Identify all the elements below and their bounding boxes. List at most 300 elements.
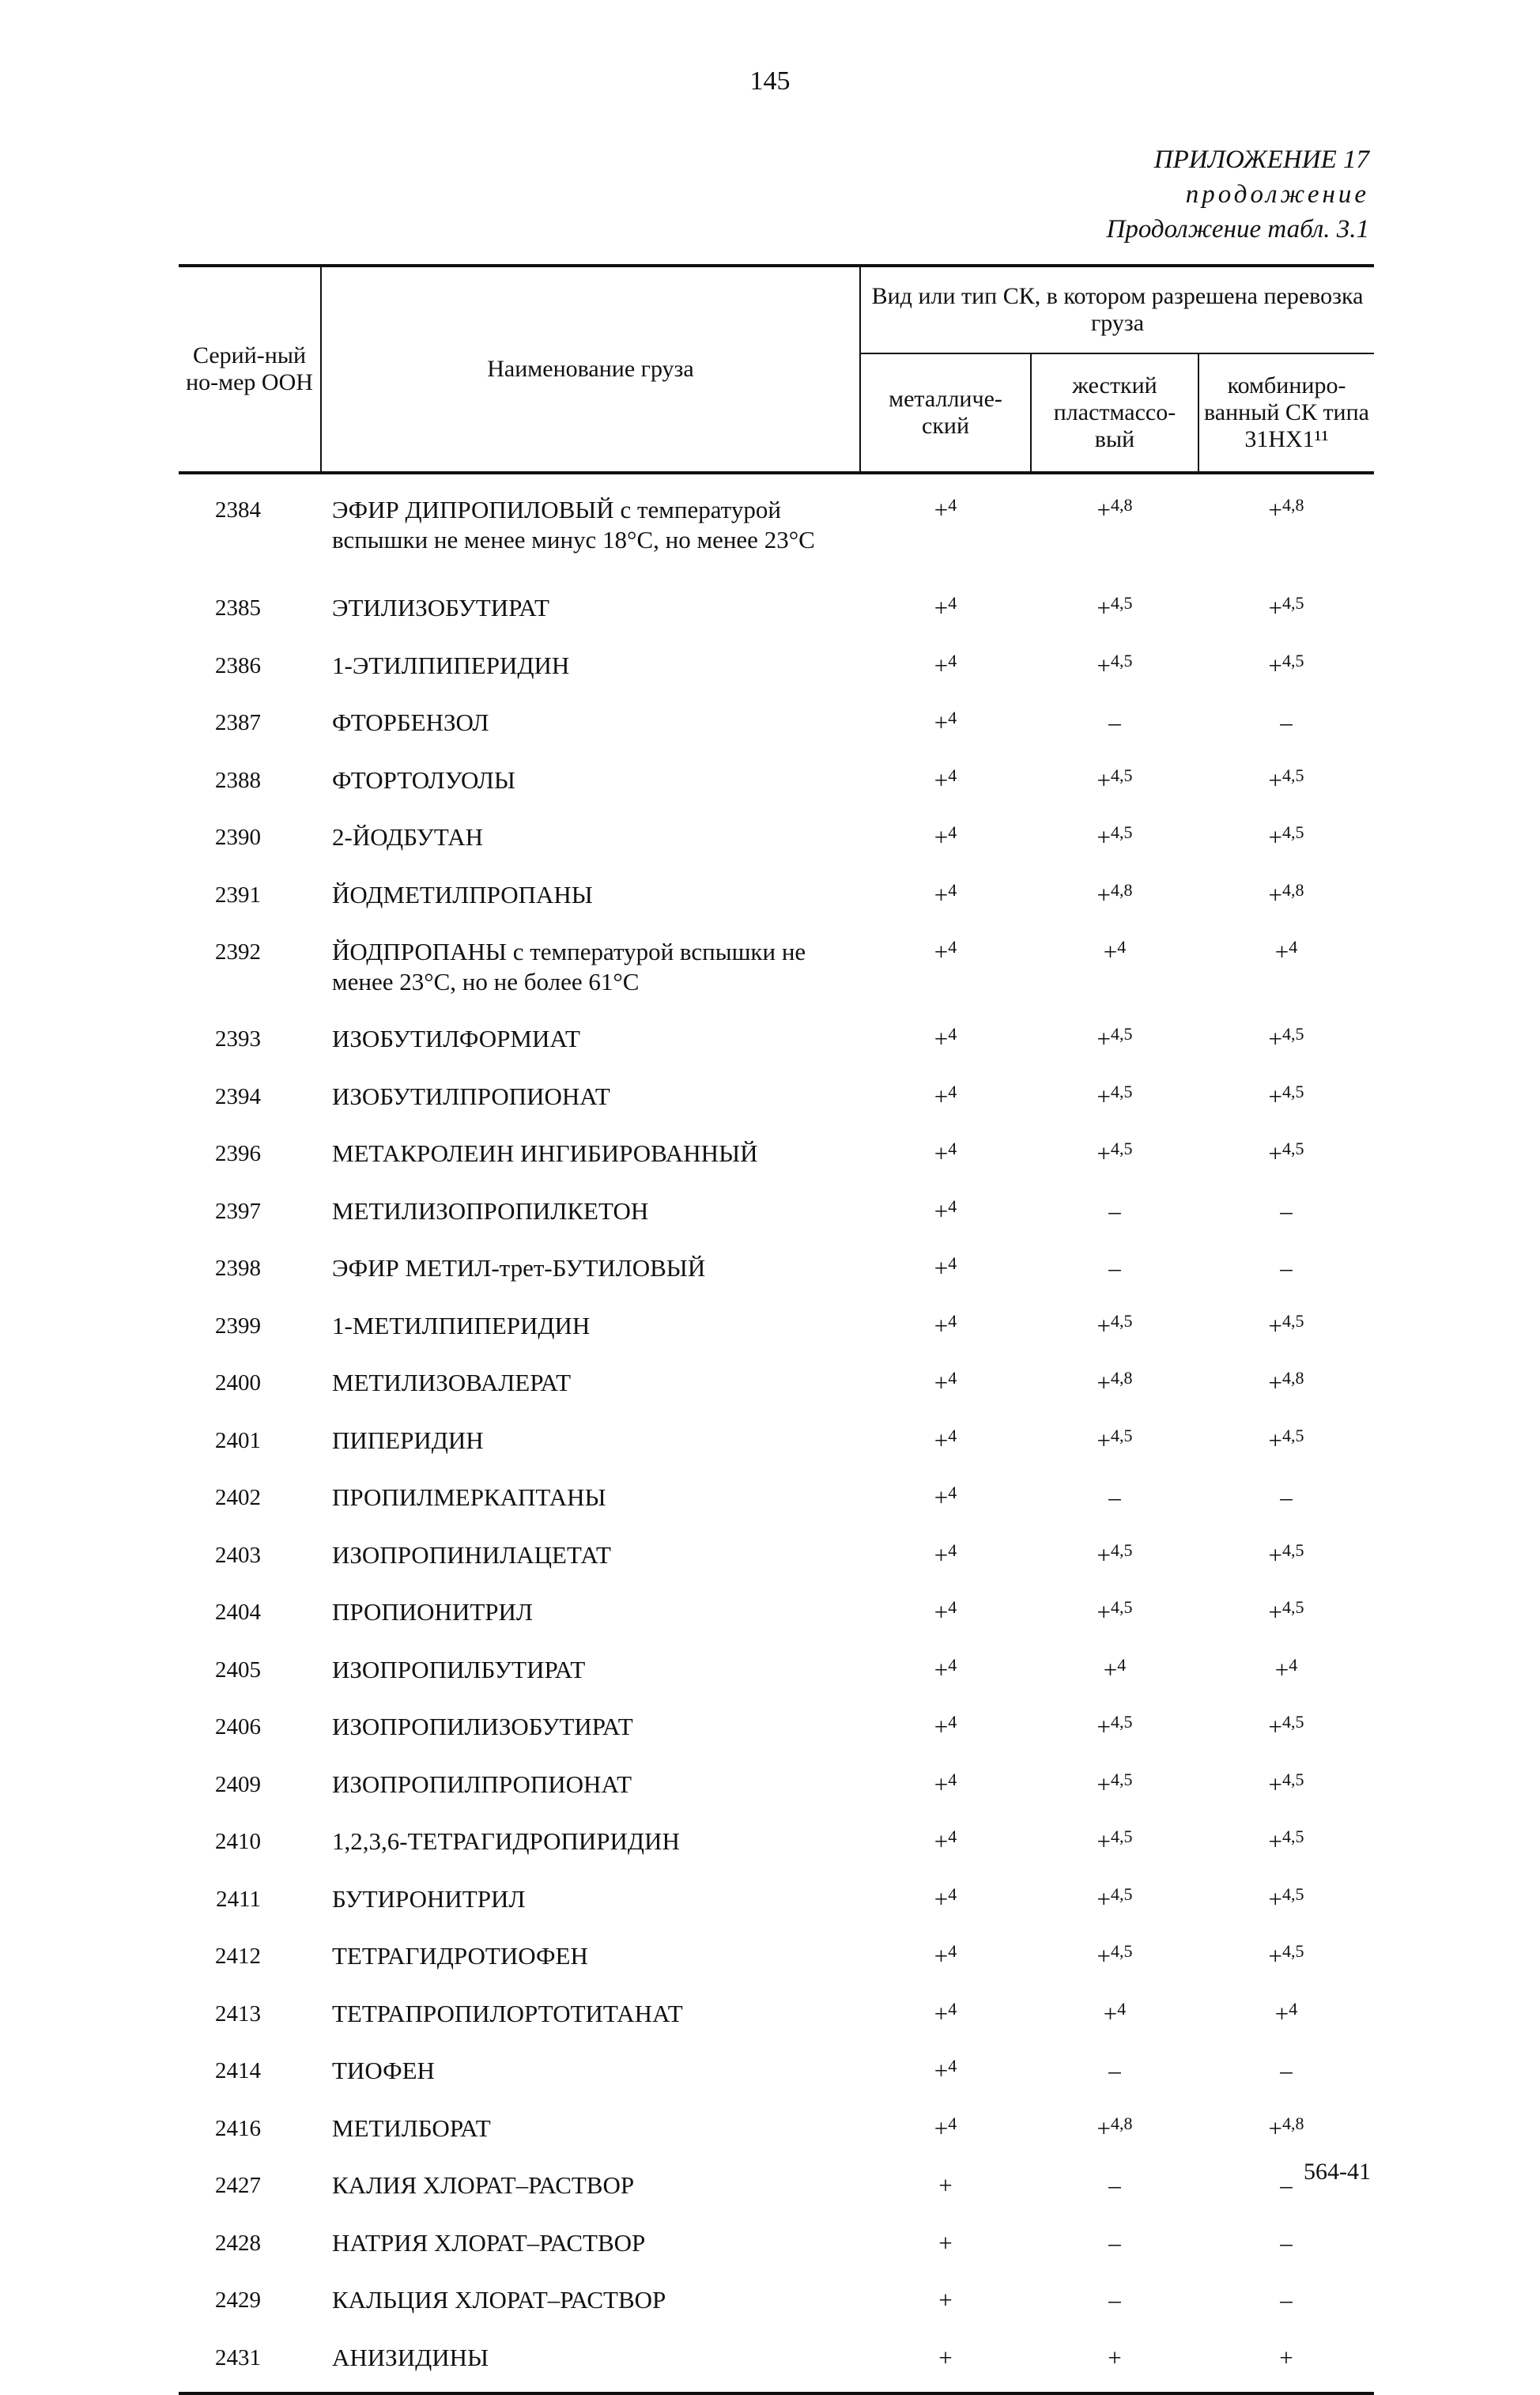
value-mark: + — [1096, 1139, 1111, 1167]
header-serial-number: Серий-ный но-мер ООН — [179, 266, 321, 473]
value-superscript: 4,5 — [1110, 1597, 1133, 1617]
combined-value-cell — [1198, 1991, 1374, 2049]
value-mark: + — [938, 2171, 953, 2199]
combined-value-cell — [1198, 1303, 1374, 1361]
plastic-value-cell — [1031, 1704, 1198, 1762]
value-mark: + — [934, 1369, 949, 1396]
value-superscript: 4,5 — [1110, 1883, 1133, 1904]
value-superscript: 4 — [948, 1998, 957, 2019]
value-mark: + — [1268, 594, 1282, 621]
value-mark: + — [1096, 1540, 1111, 1569]
value-superscript: 4,5 — [1282, 1539, 1304, 1560]
value-mark: + — [938, 2228, 953, 2257]
metal-value-cell — [860, 814, 1031, 872]
cargo-name-cell: 1,2,3,6-ТЕТРАГИДРОПИРИДИН — [332, 1827, 680, 1855]
un-number-cell: 2399 — [215, 1313, 261, 1339]
header-container-type-group: Вид или тип СК, в котором разрешена перевозка груза — [860, 266, 1374, 353]
plastic-value-cell — [1031, 1188, 1198, 1246]
value-superscript: 4 — [948, 1769, 957, 1789]
table-row — [179, 1303, 1374, 1361]
value-mark: + — [934, 1540, 949, 1569]
table-row — [179, 1188, 1374, 1246]
value-superscript: 4 — [948, 1941, 957, 1961]
metal-value-cell — [860, 2335, 1031, 2394]
un-number-cell: 2404 — [215, 1600, 261, 1625]
plastic-value-cell — [1031, 1016, 1198, 1074]
un-number-cell: 2387 — [215, 710, 261, 735]
table-row — [179, 872, 1374, 930]
value-superscript: 4 — [948, 1483, 957, 1502]
header-combined: комбиниро-ванный СК типа 31НХ1¹¹ — [1198, 353, 1374, 473]
cargo-name-cell: ЭФИР МЕТИЛ-трет-БУТИЛОВЫЙ — [332, 1254, 706, 1282]
value-mark: + — [1096, 823, 1111, 851]
value-superscript: 4,5 — [1110, 1139, 1133, 1158]
metal-value-cell — [860, 2048, 1031, 2106]
value-mark: + — [934, 1770, 949, 1798]
un-number-cell: 2431 — [179, 2335, 321, 2394]
metal-value-cell — [860, 2106, 1031, 2163]
value-mark: + — [934, 1884, 949, 1913]
plastic-value-cell — [1031, 872, 1198, 930]
value-superscript: 4,8 — [1282, 2113, 1304, 2133]
value-mark: – — [1280, 708, 1293, 736]
table-row — [179, 1876, 1374, 1934]
value-mark: + — [1268, 2114, 1282, 2142]
value-superscript: 4,5 — [1282, 1081, 1304, 1101]
value-superscript: 4 — [948, 1024, 957, 1044]
value-mark: + — [934, 1655, 949, 1683]
value-mark: + — [934, 1311, 949, 1339]
value-superscript: 4 — [948, 1597, 957, 1617]
value-mark: + — [1268, 1139, 1282, 1167]
value-mark: + — [1103, 938, 1118, 965]
value-mark: + — [934, 1827, 949, 1855]
plastic-value-cell — [1031, 1074, 1198, 1131]
combined-value-cell — [1198, 1532, 1374, 1590]
cargo-name-cell: НАТРИЯ ХЛОРАТ–РАСТВОР — [332, 2228, 646, 2257]
un-number-cell: 2409 — [215, 1771, 261, 1797]
value-mark: + — [1268, 1884, 1282, 1913]
plastic-value-cell — [1031, 929, 1198, 1016]
value-mark: – — [1108, 1196, 1121, 1225]
value-mark: + — [1268, 1942, 1282, 1970]
cargo-name-cell: КАЛИЯ ХЛОРАТ–РАСТВОР — [332, 2171, 635, 2199]
combined-value-cell — [1198, 872, 1374, 930]
un-number-cell: 2392 — [215, 939, 261, 965]
value-mark: + — [1096, 1827, 1111, 1855]
combined-value-cell — [1198, 2048, 1374, 2106]
combined-value-cell — [1198, 1016, 1374, 1074]
table-row — [179, 1991, 1374, 2049]
cargo-name-cell: ПРОПИЛМЕРКАПТАНЫ — [332, 1483, 606, 1511]
value-superscript: 4,5 — [1282, 765, 1304, 785]
plastic-value-cell — [1031, 2106, 1198, 2163]
combined-value-cell — [1198, 2335, 1374, 2394]
value-superscript: 4 — [948, 1654, 957, 1675]
value-superscript: 4,5 — [1282, 1310, 1304, 1331]
value-superscript: 4 — [948, 1712, 957, 1732]
plastic-value-cell — [1031, 1647, 1198, 1705]
value-mark: + — [934, 1025, 949, 1052]
table-row — [179, 1819, 1374, 1876]
value-mark: – — [1108, 2228, 1121, 2257]
value-superscript: 4 — [948, 1539, 957, 1560]
cargo-name-cell: МЕТИЛИЗОПРОПИЛКЕТОН — [332, 1196, 649, 1225]
table-row — [179, 929, 1374, 1016]
cargo-name-cell: ТИОФЕН — [332, 2057, 435, 2084]
metal-value-cell — [860, 2220, 1031, 2278]
metal-value-cell — [860, 1991, 1031, 2049]
plastic-value-cell — [1031, 1360, 1198, 1418]
metal-value-cell — [860, 2163, 1031, 2220]
value-superscript: 4,5 — [1110, 1024, 1133, 1044]
value-mark: + — [934, 2114, 949, 2142]
value-mark: + — [938, 2343, 953, 2371]
value-mark: – — [1108, 1483, 1121, 1511]
un-number-cell: 2388 — [215, 767, 261, 793]
table-row — [179, 2106, 1374, 2163]
value-superscript: 4 — [948, 1425, 957, 1445]
value-mark: + — [1268, 1770, 1282, 1798]
value-superscript: 4 — [948, 765, 957, 785]
value-mark: + — [1096, 651, 1111, 679]
value-mark: + — [1096, 1713, 1111, 1740]
combined-value-cell — [1198, 1589, 1374, 1647]
value-mark: + — [1268, 1827, 1282, 1855]
metal-value-cell — [860, 1762, 1031, 1819]
cargo-name-cell: ЭФИР ДИПРОПИЛОВЫЙ с температурой вспышки не менее минус 18°С, но менее 23°С — [332, 496, 815, 553]
value-mark: + — [1268, 1540, 1282, 1569]
value-mark: + — [1268, 1025, 1282, 1052]
value-mark: + — [934, 594, 949, 621]
value-superscript: 4,8 — [1282, 879, 1304, 900]
table-reference: Продолжение табл. 3.1 — [1106, 215, 1369, 244]
cargo-name-cell: ИЗОПРОПИЛПРОПИОНАТ — [332, 1770, 632, 1798]
value-superscript: 4,5 — [1282, 1941, 1304, 1961]
un-number-cell: 2414 — [215, 2058, 261, 2083]
value-superscript: 4 — [1289, 1654, 1298, 1675]
value-mark: + — [934, 1139, 949, 1167]
value-superscript: 4 — [948, 1253, 957, 1273]
metal-value-cell — [860, 1933, 1031, 1991]
metal-value-cell — [860, 473, 1031, 585]
table-row — [179, 1475, 1374, 1532]
combined-value-cell — [1198, 1876, 1374, 1934]
value-superscript: 4 — [1289, 937, 1298, 957]
un-number-cell: 2390 — [215, 825, 261, 850]
value-mark: + — [1103, 1999, 1118, 2027]
un-number-cell: 2427 — [215, 2173, 261, 2198]
un-number-cell: 2384 — [215, 497, 261, 523]
value-mark: – — [1280, 2171, 1293, 2199]
table-row — [179, 1647, 1374, 1705]
metal-value-cell — [860, 1303, 1031, 1361]
value-superscript: 4 — [948, 1310, 957, 1331]
cargo-name-cell: ПИПЕРИДИН — [332, 1426, 484, 1454]
metal-value-cell — [860, 1532, 1031, 1590]
combined-value-cell — [1198, 1360, 1374, 1418]
plastic-value-cell — [1031, 1819, 1198, 1876]
value-superscript: 4 — [948, 1368, 957, 1388]
table-row — [179, 1131, 1374, 1188]
value-superscript: 4,5 — [1110, 765, 1133, 785]
cargo-name-cell: КАЛЬЦИЯ ХЛОРАТ–РАСТВОР — [332, 2286, 666, 2314]
combined-value-cell — [1198, 1188, 1374, 1246]
combined-value-cell — [1198, 2220, 1374, 2278]
value-superscript: 4,5 — [1282, 1597, 1304, 1617]
un-number-cell: 2429 — [215, 2287, 261, 2313]
plastic-value-cell — [1031, 1991, 1198, 2049]
value-mark: + — [934, 1483, 949, 1511]
value-superscript: 4,5 — [1282, 1883, 1304, 1904]
plastic-value-cell — [1031, 2335, 1198, 2394]
value-superscript: 4,8 — [1110, 2113, 1133, 2133]
value-superscript: 4 — [948, 2113, 957, 2133]
table-row — [179, 700, 1374, 757]
plastic-value-cell — [1031, 473, 1198, 585]
un-number-cell: 2406 — [215, 1714, 261, 1740]
plastic-value-cell — [1031, 700, 1198, 757]
value-mark: + — [1268, 1369, 1282, 1396]
cargo-name-cell: БУТИРОНИТРИЛ — [332, 1884, 526, 1913]
appendix-continuation: продолжение — [1185, 180, 1369, 209]
cargo-name-cell: 1-МЕТИЛПИПЕРИДИН — [332, 1311, 591, 1339]
value-superscript: 4 — [948, 593, 957, 613]
value-mark: + — [1268, 1598, 1282, 1626]
appendix-heading — [1107, 142, 1369, 247]
value-mark: + — [1103, 1655, 1118, 1683]
table-row — [179, 1762, 1374, 1819]
un-number-cell: 2428 — [215, 2230, 261, 2256]
combined-value-cell — [1198, 1131, 1374, 1188]
value-mark: + — [1268, 496, 1282, 523]
value-mark: – — [1108, 2171, 1121, 2199]
value-mark: + — [934, 1082, 949, 1110]
combined-value-cell — [1198, 757, 1374, 815]
table-row — [179, 1933, 1374, 1991]
plastic-value-cell — [1031, 1589, 1198, 1647]
value-mark: + — [934, 765, 949, 794]
un-number-cell: 2412 — [215, 1944, 261, 1969]
cargo-name-cell: МЕТАКРОЛЕИН ИНГИБИРОВАННЫЙ — [332, 1139, 758, 1167]
value-superscript: 4 — [948, 879, 957, 900]
value-superscript: 4,5 — [1110, 1081, 1133, 1101]
value-mark: + — [934, 1598, 949, 1626]
cargo-name-cell: ИЗОПРОПИНИЛАЦЕТАТ — [332, 1540, 611, 1569]
cargo-name-cell: ЙОДПРОПАНЫ с температурой вспышки не менее 23°С, но не более 61°С — [332, 938, 806, 995]
metal-value-cell — [860, 1647, 1031, 1705]
cargo-name-cell: ФТОРБЕНЗОЛ — [332, 708, 489, 736]
value-superscript: 4 — [948, 2056, 957, 2076]
value-mark: + — [1268, 1713, 1282, 1740]
table-row — [179, 643, 1374, 701]
metal-value-cell — [860, 757, 1031, 815]
value-superscript: 4,5 — [1110, 1425, 1133, 1445]
value-mark: + — [934, 1254, 949, 1282]
cargo-name-cell: ФТОРТОЛУОЛЫ — [332, 765, 515, 794]
cargo-name-cell: ИЗОПРОПИЛБУТИРАТ — [332, 1655, 586, 1683]
value-mark: + — [1096, 1884, 1111, 1913]
table-row — [179, 2163, 1374, 2220]
table-row — [179, 814, 1374, 872]
plastic-value-cell — [1031, 1933, 1198, 1991]
combined-value-cell — [1198, 2106, 1374, 2163]
cargo-name-cell: 1-ЭТИЛПИПЕРИДИН — [332, 651, 570, 679]
table-row — [179, 2335, 1374, 2394]
value-superscript: 4,8 — [1282, 1368, 1304, 1388]
value-mark: + — [1268, 823, 1282, 851]
metal-value-cell — [860, 1876, 1031, 1934]
value-superscript: 4,5 — [1110, 593, 1133, 613]
value-superscript: 4,8 — [1110, 495, 1133, 515]
value-superscript: 4,5 — [1282, 1769, 1304, 1789]
value-mark: + — [1096, 1082, 1111, 1110]
cargo-name-cell: ИЗОПРОПИЛИЗОБУТИРАТ — [332, 1713, 633, 1740]
cargo-name-cell: МЕТИЛБОРАТ — [332, 2114, 491, 2142]
combined-value-cell — [1198, 1245, 1374, 1303]
value-superscript: 4 — [948, 495, 957, 515]
plastic-value-cell — [1031, 2220, 1198, 2278]
value-mark: + — [934, 938, 949, 965]
combined-value-cell — [1198, 1819, 1374, 1876]
value-mark: + — [1268, 1426, 1282, 1454]
plastic-value-cell — [1031, 1418, 1198, 1475]
combined-value-cell — [1198, 1704, 1374, 1762]
metal-value-cell — [860, 1188, 1031, 1246]
un-number-cell: 2394 — [215, 1083, 261, 1109]
value-mark: + — [1274, 938, 1289, 965]
un-number-cell: 2403 — [215, 1542, 261, 1568]
value-mark: + — [1096, 1369, 1111, 1396]
value-mark: + — [1096, 765, 1111, 794]
value-mark: + — [1274, 1655, 1289, 1683]
value-superscript: 4,8 — [1282, 495, 1304, 515]
un-number-cell: 2386 — [215, 652, 261, 678]
table-row — [179, 473, 1374, 585]
table-row — [179, 585, 1374, 643]
footer-code: 564-41 — [1304, 2159, 1371, 2185]
value-mark: – — [1108, 2286, 1121, 2314]
metal-value-cell — [860, 1819, 1031, 1876]
un-number-cell: 2410 — [215, 1829, 261, 1854]
value-superscript: 4 — [948, 937, 957, 957]
plastic-value-cell — [1031, 2277, 1198, 2335]
value-mark: + — [1096, 1426, 1111, 1454]
table-body — [179, 473, 1374, 2393]
value-mark: – — [1280, 2228, 1293, 2257]
value-mark: – — [1280, 2286, 1293, 2314]
value-mark: + — [934, 1196, 949, 1225]
un-number-cell: 2401 — [215, 1427, 261, 1453]
plastic-value-cell — [1031, 643, 1198, 701]
value-superscript: 4 — [948, 1196, 957, 1216]
metal-value-cell — [860, 1016, 1031, 1074]
value-superscript: 4,5 — [1282, 1826, 1304, 1846]
value-superscript: 4 — [948, 822, 957, 842]
value-superscript: 4,5 — [1110, 1539, 1133, 1560]
combined-value-cell — [1198, 1933, 1374, 1991]
value-mark: + — [934, 1942, 949, 1970]
plastic-value-cell — [1031, 1303, 1198, 1361]
metal-value-cell — [860, 872, 1031, 930]
metal-value-cell — [860, 1360, 1031, 1418]
value-superscript: 4 — [948, 1826, 957, 1846]
cargo-name-cell: ИЗОБУТИЛФОРМИАТ — [332, 1025, 580, 1052]
value-superscript: 4 — [1289, 1998, 1298, 2019]
value-superscript: 4,8 — [1110, 879, 1133, 900]
value-superscript: 4,5 — [1110, 1712, 1133, 1732]
cargo-name-cell: ЙОДМЕТИЛПРОПАНЫ — [332, 880, 593, 909]
value-mark: + — [1096, 1598, 1111, 1626]
un-number-cell: 2397 — [215, 1198, 261, 1224]
table-row — [179, 1245, 1374, 1303]
value-mark: + — [1096, 1025, 1111, 1052]
combined-value-cell — [1198, 585, 1374, 643]
plastic-value-cell — [1031, 814, 1198, 872]
value-mark: + — [1096, 2114, 1111, 2142]
value-superscript: 4 — [948, 650, 957, 671]
plastic-value-cell — [1031, 1762, 1198, 1819]
value-superscript: 4,5 — [1282, 650, 1304, 671]
value-mark: + — [1096, 1942, 1111, 1970]
value-superscript: 4,5 — [1110, 1826, 1133, 1846]
metal-value-cell — [860, 585, 1031, 643]
combined-value-cell — [1198, 929, 1374, 1016]
value-mark: – — [1108, 1254, 1121, 1282]
plastic-value-cell — [1031, 1131, 1198, 1188]
plastic-value-cell — [1031, 1532, 1198, 1590]
metal-value-cell — [860, 1131, 1031, 1188]
value-superscript: 4,5 — [1110, 1769, 1133, 1789]
value-mark: + — [934, 1713, 949, 1740]
value-mark: + — [934, 880, 949, 909]
value-mark: + — [934, 496, 949, 523]
value-superscript: 4,5 — [1282, 822, 1304, 842]
value-superscript: 4,5 — [1282, 1712, 1304, 1732]
un-number-cell: 2405 — [215, 1656, 261, 1683]
un-number-cell: 2396 — [215, 1141, 261, 1166]
metal-value-cell — [860, 1074, 1031, 1131]
value-mark: + — [934, 708, 949, 736]
plastic-value-cell — [1031, 2048, 1198, 2106]
un-number-cell: 2391 — [215, 882, 261, 908]
table-row — [179, 1016, 1374, 1074]
value-mark: + — [1268, 1082, 1282, 1110]
plastic-value-cell — [1031, 1876, 1198, 1934]
cargo-name-cell: АНИЗИДИНЫ — [321, 2335, 860, 2394]
metal-value-cell — [860, 929, 1031, 1016]
combined-value-cell — [1198, 814, 1374, 872]
value-mark: + — [1096, 880, 1111, 909]
value-mark: + — [934, 2057, 949, 2084]
combined-value-cell — [1198, 2277, 1374, 2335]
value-mark: + — [934, 651, 949, 679]
cargo-name-cell: МЕТИЛИЗОВАЛЕРАТ — [332, 1369, 572, 1396]
header-cargo-name: Наименование груза — [321, 266, 860, 473]
table-row — [179, 1360, 1374, 1418]
value-mark: + — [938, 2286, 953, 2314]
header-metal: металличе-ский — [860, 353, 1031, 473]
metal-value-cell — [860, 1245, 1031, 1303]
value-mark: + — [1108, 2343, 1122, 2371]
value-superscript: 4,5 — [1110, 822, 1133, 842]
table-row — [179, 1418, 1374, 1475]
value-superscript: 4 — [948, 708, 957, 727]
plastic-value-cell — [1031, 2163, 1198, 2220]
cargo-name-cell: ИЗОБУТИЛПРОПИОНАТ — [332, 1082, 610, 1110]
combined-value-cell — [1198, 700, 1374, 757]
value-superscript: 4 — [948, 1883, 957, 1904]
